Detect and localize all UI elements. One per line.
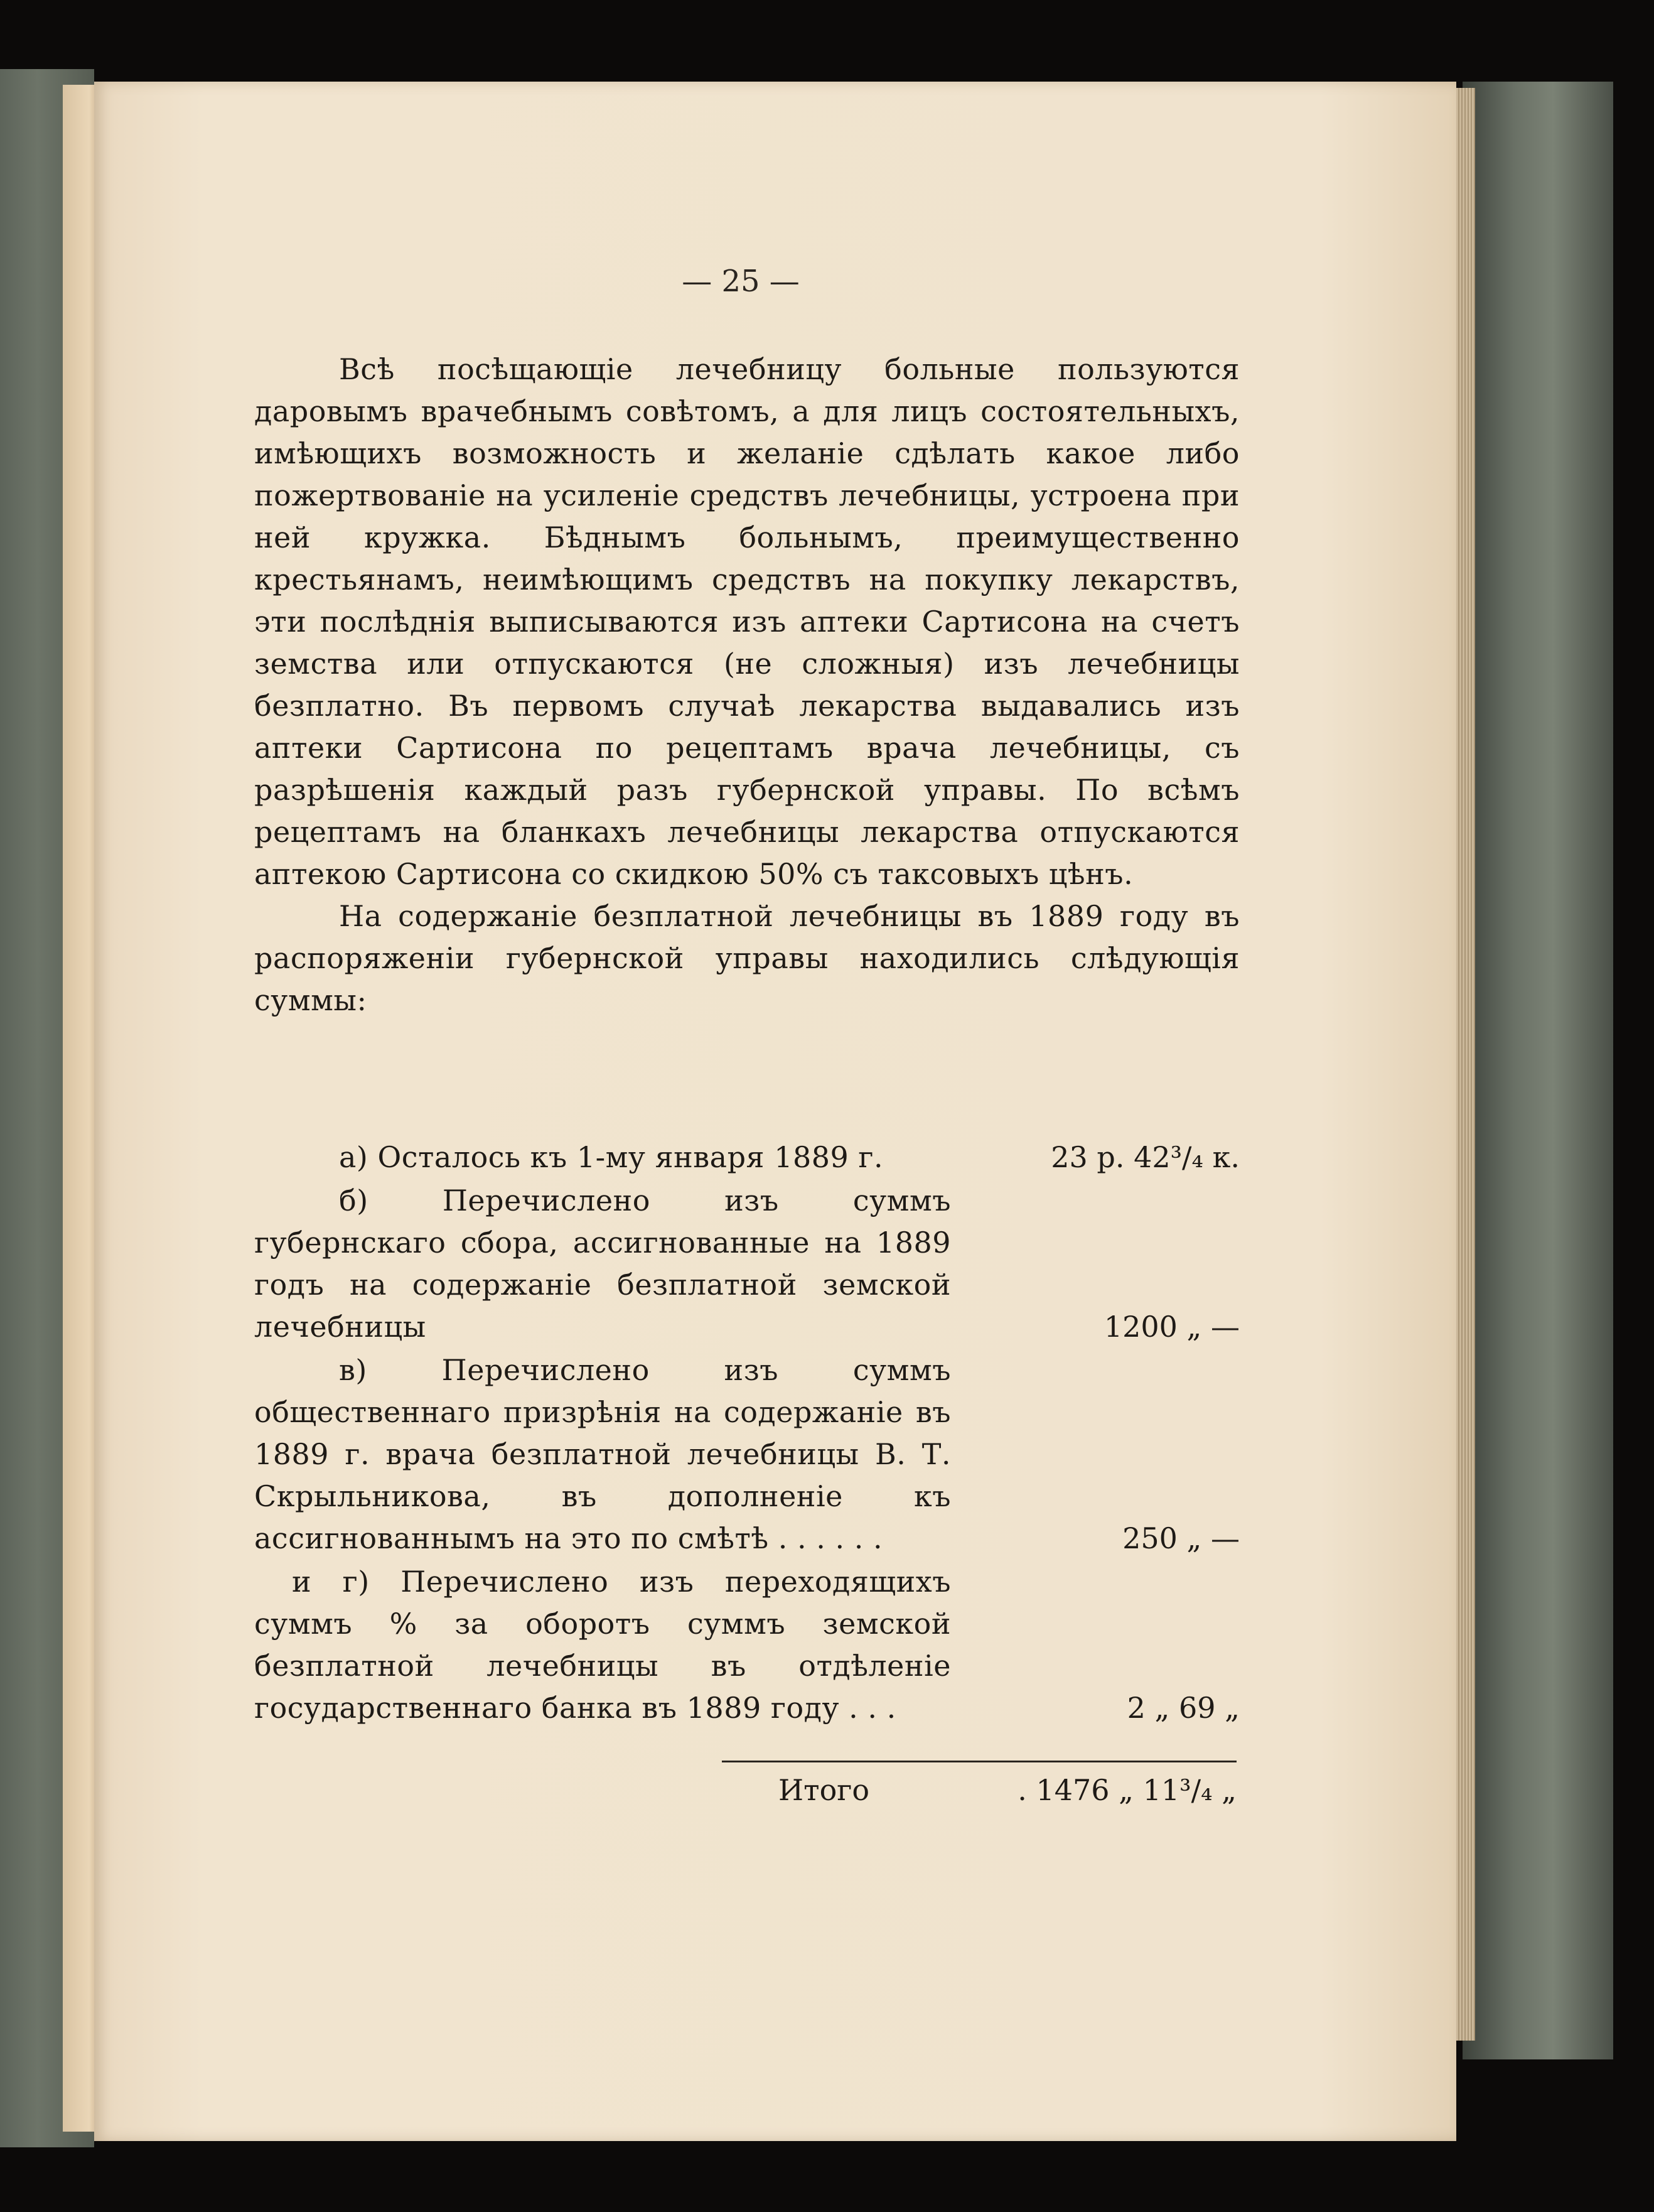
fund-amount: 2 „ 69 „	[1127, 1691, 1240, 1725]
paragraph-text: Всѣ посѣщающіе лечебницу больные пользуются даровымъ врачебнымъ совѣтомъ, а для лицъ состоятельныхъ, имѣющихъ возможность и желаніе сдѣлать какое либо пожертвованіе на усиленіе средствъ лечебницы, устроена при ней кружка. Бѣднымъ больнымъ, преимущественно крестьянамъ, неимѣющимъ средствъ на покупку лекарствъ, эти послѣднія выписываются изъ аптеки Сартисона на счетъ земства или отпускаются (не сложныя) изъ лечебницы безплатно. Въ первомъ случаѣ лекарства выдавались изъ аптеки Сартисона по рецептамъ врача лечебницы, съ разрѣшенія каждый разъ губернской управы. По всѣмъ рецептамъ на бланкахъ лечебницы лекарства отпускаются аптекою Сартисона со скидкою 50% съ таксовыхъ цѣнъ.	[254, 352, 1240, 891]
paragraph-text: На содержаніе безплатной лечебницы въ 1889 году въ распоряженіи губернской управы находились слѣдующія суммы:	[254, 899, 1240, 1017]
fund-description: в) Перечислено изъ суммъ общественнаго призрѣнія на содержаніе въ 1889 г. врача безплатной лечебницы В. Т. Скрыльникова, въ дополненіе къ ассигнованнымъ на это по смѣтѣ . . . . . .	[254, 1353, 951, 1555]
fund-description: а) Осталось къ 1-му января 1889 г.	[339, 1140, 884, 1174]
fund-item	[254, 1136, 1240, 1179]
fund-item	[254, 1180, 1240, 1348]
paragraph	[254, 895, 1240, 1022]
fund-amount: 250 „ —	[1122, 1521, 1240, 1555]
total-amount: . 1476 „ 11³/₄ „	[1018, 1773, 1237, 1807]
book-cover-right	[1463, 82, 1613, 2059]
fund-list	[254, 1136, 1240, 1729]
fund-amount: 23 р. 42³/₄ к.	[1051, 1140, 1240, 1174]
fund-amount: 1200 „ —	[1104, 1310, 1240, 1344]
body-text	[254, 348, 1240, 1022]
total-label: Итого	[778, 1773, 870, 1807]
paragraph	[254, 348, 1240, 895]
fund-description: и г) Перечислено изъ переходящихъ суммъ % за оборотъ суммъ земской безплатной лечебницы въ отдѣленіе государственнаго банка въ 1889 году . . .	[254, 1565, 951, 1725]
fund-item	[254, 1349, 1240, 1560]
page-number: — 25 —	[682, 264, 800, 299]
fund-item	[254, 1561, 1240, 1729]
fund-description: б) Перечислено изъ суммъ губернскаго сбора, ассигнованные на 1889 годъ на содержаніе безплатной земской лечебницы	[254, 1184, 951, 1344]
total-row	[722, 1769, 1237, 1896]
total-rule	[722, 1761, 1237, 1762]
